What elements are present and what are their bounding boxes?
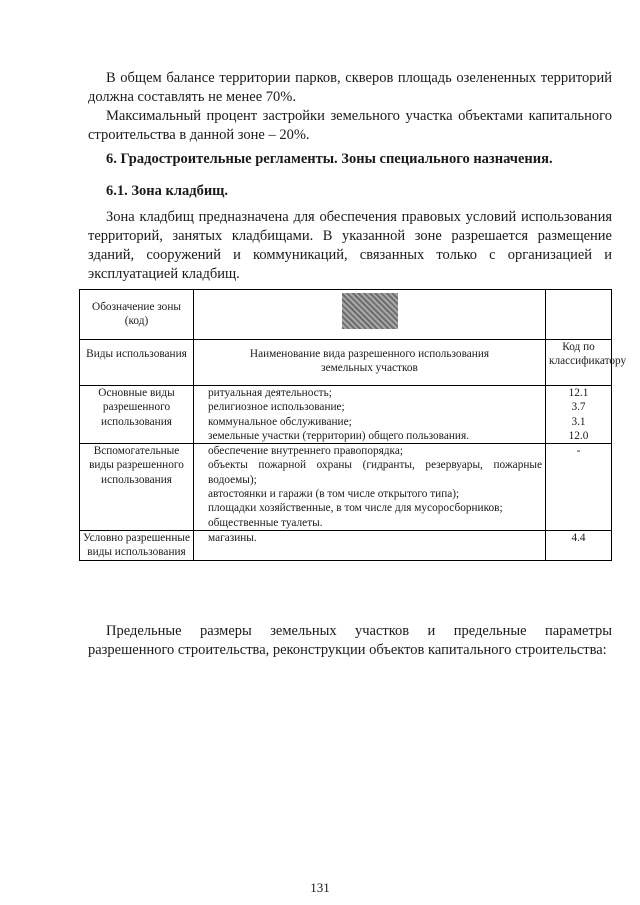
code-item: -	[576, 445, 581, 458]
table-row	[80, 530, 612, 560]
header-col-names: Наименование вида разрешенного использования земельных участков	[194, 340, 546, 386]
row-uses-aux	[194, 444, 546, 531]
row-uses-main	[194, 386, 546, 444]
row-category-aux: Вспомогательные виды разрешенного использования	[80, 444, 194, 531]
paragraph-cemetery-zone: Зона кладбищ предназначена для обеспечения правовых условий использования территорий, занятых кладбищами. В указанной зоне разрешается размещение зданий, сооружений и коммуникаций, связанных только с организацией и эксплуатацией кладбищ.	[88, 209, 612, 282]
use-item: автостоянки и гаражи (в том числе открытого типа);	[208, 488, 460, 501]
code-item: 3.1	[571, 415, 586, 428]
use-item: общественные туалеты.	[208, 516, 323, 529]
use-item: религиозное использование;	[208, 401, 345, 414]
use-item: обеспечение внутреннего правопорядка;	[208, 445, 404, 458]
row-codes-main	[546, 386, 612, 444]
zone-table	[79, 289, 627, 561]
use-item: ритуальная деятельность;	[208, 387, 332, 399]
row-category-main: Основные виды разрешенного использования	[80, 386, 194, 444]
use-item: объекты пожарной охраны (гидранты, резервуары, пожарные водоемы);	[208, 459, 542, 486]
table-row	[80, 444, 612, 531]
table-header-row	[80, 340, 612, 386]
redacted-code-image	[342, 293, 398, 329]
paragraph-limits: Предельные размеры земельных участков и предельные параметры разрешенного строительства, реконструкции объектов капитального строительства:	[88, 623, 612, 658]
zone-empty-cell	[546, 290, 612, 340]
use-item: земельные участки (территории) общего пользования.	[208, 429, 469, 442]
code-item: 4.4	[571, 531, 586, 544]
row-codes-aux	[546, 444, 612, 531]
code-item: 12.1	[568, 387, 589, 399]
header-col-types: Виды использования	[80, 340, 194, 386]
code-item: 3.7	[571, 401, 586, 414]
code-item: 12.0	[568, 429, 589, 442]
paragraph-max-built: Максимальный процент застройки земельного участка объектами капитального строительства в данной зоне – 20%.	[88, 108, 612, 143]
use-item: коммунальное обслуживание;	[208, 415, 352, 428]
row-codes-conditional	[546, 530, 612, 560]
table-zone-row	[80, 290, 612, 340]
section-heading: 6. Градостроительные регламенты. Зоны специального назначения.	[106, 151, 553, 167]
page-number: 131	[310, 880, 330, 895]
header-col-code: Код по классификатору	[546, 340, 612, 386]
zone-label-cell: Обозначение зоны (код)	[80, 290, 194, 340]
row-category-conditional: Условно разрешенные виды использования	[80, 530, 194, 560]
subsection-heading: 6.1. Зона кладбищ.	[106, 183, 229, 199]
paragraph-green-balance: В общем балансе территории парков, скверов площадь озелененных территорий должна составлять не менее 70%.	[88, 70, 612, 105]
use-item: площадки хозяйственные, в том числе для мусоросборников;	[208, 502, 503, 515]
table-row	[80, 386, 612, 444]
zone-code-cell	[194, 290, 546, 340]
row-uses-conditional	[194, 530, 546, 560]
use-item: магазины.	[208, 531, 257, 544]
